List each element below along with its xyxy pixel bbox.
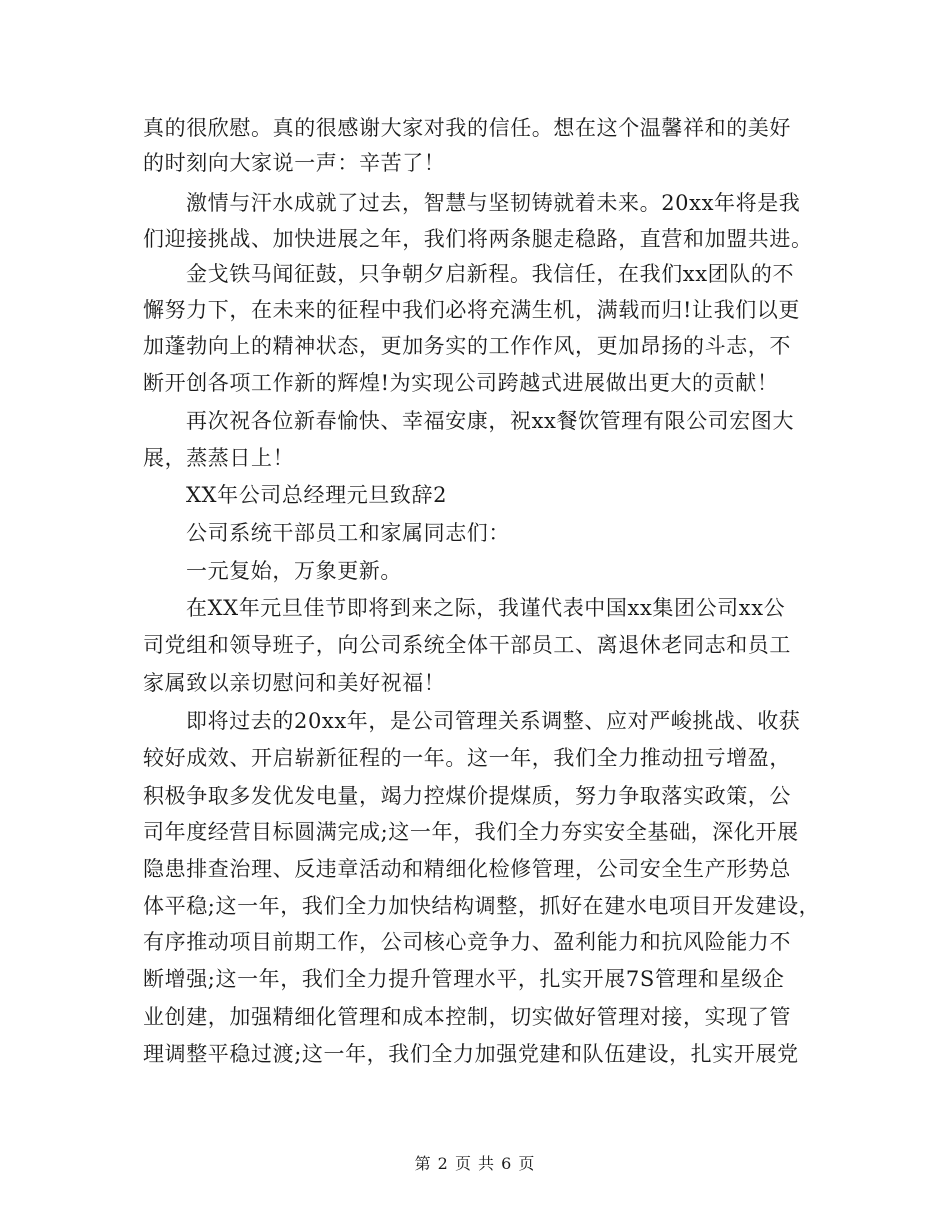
text-line: 真的很欣慰。真的很感谢大家对我的信任。想在这个温馨祥和的美好 xyxy=(143,116,791,140)
text-line: 司党组和领导班子，向公司系统全体干部员工、离退休老同志和员工 xyxy=(143,633,791,657)
text-line: 司年度经营目标圆满完成;这一年，我们全力夯实安全基础，深化开展 xyxy=(143,820,799,844)
text-line: 在XX年元旦佳节即将到来之际，我谨代表中国xx集团公司xx公 xyxy=(186,596,786,620)
text-line: 即将过去的20xx年，是公司管理关系调整、应对严峻挑战、收获 xyxy=(186,709,801,733)
text-line: 一元复始，万象更新。 xyxy=(186,559,402,583)
text-line: 金戈铁马闻征鼓，只争朝夕启新程。我信任，在我们xx团队的不 xyxy=(186,262,795,286)
text-line: 积极争取多发优发电量，竭力控煤价提煤质，努力争取落实政策，公 xyxy=(143,784,791,808)
text-line: 懈努力下，在未来的征程中我们必将充满生机，满载而归!让我们以更 xyxy=(143,298,801,322)
text-line: 体平稳;这一年，我们全力加快结构调整，抓好在建水电项目开发建设， xyxy=(143,894,821,918)
text-line: 断开创各项工作新的辉煌!为实现公司跨越式进展做出更大的贡献！ xyxy=(143,371,779,395)
salutation: 公司系统干部员工和家属同志们： xyxy=(186,521,510,545)
text-line: 断增强;这一年，我们全力提升管理水平，扎实开展7S管理和星级企 xyxy=(143,967,785,991)
text-line: 展，蒸蒸日上！ xyxy=(143,446,295,470)
text-line: 有序推动项目前期工作，公司核心竞争力、盈利能力和抗风险能力不 xyxy=(143,930,791,954)
text-line: 较好成效、开启崭新征程的一年。这一年，我们全力推动扭亏增盈， xyxy=(143,746,791,770)
section-heading: XX年公司总经理元旦致辞2 xyxy=(186,483,448,507)
text-line: 隐患排查治理、反违章活动和精细化检修管理，公司安全生产形势总 xyxy=(143,857,791,881)
text-line: 的时刻向大家说一声：辛苦了！ xyxy=(143,151,446,175)
text-line: 业创建，加强精细化管理和成本控制，切实做好管理对接，实现了管 xyxy=(143,1005,791,1029)
text-line: 们迎接挑战、加快进展之年，我们将两条腿走稳路，直营和加盟共进。 xyxy=(143,227,813,251)
text-line: 再次祝各位新春愉快、幸福安康，祝xx餐饮管理有限公司宏图大 xyxy=(186,409,795,433)
page-number-footer: 第 2 页 共 6 页 xyxy=(414,1154,536,1173)
text-line: 激情与汗水成就了过去，智慧与坚韧铸就着未来。20xx年将是我 xyxy=(186,191,801,215)
text-line: 加蓬勃向上的精神状态，更加务实的工作作风，更加昂扬的斗志，不 xyxy=(143,334,791,358)
text-line: 理调整平稳过渡;这一年，我们全力加强党建和队伍建设，扎实开展党 xyxy=(143,1042,799,1066)
text-line: 家属致以亲切慰问和美好祝福！ xyxy=(143,671,446,695)
